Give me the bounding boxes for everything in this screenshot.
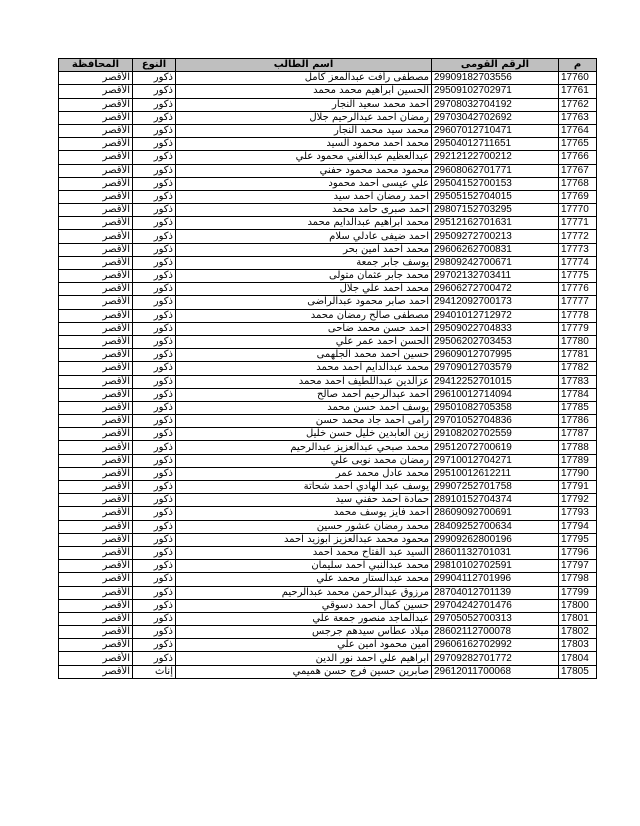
table-row bbox=[59, 85, 597, 98]
national-id-cell: 29703042702692 bbox=[432, 111, 559, 124]
student-list-sheet bbox=[58, 58, 596, 679]
gender-cell: ذكور bbox=[133, 243, 176, 256]
national-id-cell: 29510012612211 bbox=[432, 467, 559, 480]
table-row bbox=[59, 586, 597, 599]
gender-cell: ذكور bbox=[133, 164, 176, 177]
governorate-cell: الأقصر bbox=[59, 111, 133, 124]
governorate-cell: الأقصر bbox=[59, 349, 133, 362]
national-id-cell: 29807152703295 bbox=[432, 204, 559, 217]
table-row bbox=[59, 507, 597, 520]
governorate-cell: الأقصر bbox=[59, 98, 133, 111]
table-row bbox=[59, 362, 597, 375]
governorate-cell: الأقصر bbox=[59, 454, 133, 467]
governorate-cell: الأقصر bbox=[59, 467, 133, 480]
header-governorate: المحافظة bbox=[59, 59, 133, 72]
serial-cell: 17798 bbox=[559, 573, 597, 586]
governorate-cell: الأقصر bbox=[59, 85, 133, 98]
student-name-cell: احمد فايز يوسف محمد bbox=[176, 507, 432, 520]
student-name-cell: محمد صبحي عبدالعزيز عبدالرحيم bbox=[176, 441, 432, 454]
header-gender: النوع bbox=[133, 59, 176, 72]
table-row bbox=[59, 415, 597, 428]
student-name-cell: احمد صابر محمود عبدالراضى bbox=[176, 296, 432, 309]
serial-cell: 17765 bbox=[559, 138, 597, 151]
gender-cell: ذكور bbox=[133, 467, 176, 480]
governorate-cell: الأقصر bbox=[59, 164, 133, 177]
national-id-cell: 29505152704015 bbox=[432, 190, 559, 203]
governorate-cell: الأقصر bbox=[59, 177, 133, 190]
gender-cell: ذكور bbox=[133, 388, 176, 401]
national-id-cell: 29212122700212 bbox=[432, 151, 559, 164]
gender-cell: ذكور bbox=[133, 362, 176, 375]
serial-cell: 17797 bbox=[559, 560, 597, 573]
gender-cell: ذكور bbox=[133, 375, 176, 388]
gender-cell: ذكور bbox=[133, 124, 176, 137]
national-id-cell: 29509272700213 bbox=[432, 230, 559, 243]
national-id-cell: 29809242700671 bbox=[432, 256, 559, 269]
national-id-cell: 29702132703411 bbox=[432, 270, 559, 283]
governorate-cell: الأقصر bbox=[59, 230, 133, 243]
student-name-cell: محمد عبدالدايم احمد محمد bbox=[176, 362, 432, 375]
gender-cell: ذكور bbox=[133, 322, 176, 335]
table-row bbox=[59, 546, 597, 559]
table-row bbox=[59, 204, 597, 217]
national-id-cell: 29412252701015 bbox=[432, 375, 559, 388]
national-id-cell: 29708032704192 bbox=[432, 98, 559, 111]
national-id-cell: 29810102702591 bbox=[432, 560, 559, 573]
table-row bbox=[59, 375, 597, 388]
student-name-cell: حسين كمال احمد دسوقي bbox=[176, 599, 432, 612]
table-row bbox=[59, 560, 597, 573]
governorate-cell: الأقصر bbox=[59, 560, 133, 573]
student-name-cell: محمد احمد امين بحر bbox=[176, 243, 432, 256]
serial-cell: 17805 bbox=[559, 665, 597, 678]
governorate-cell: الأقصر bbox=[59, 652, 133, 665]
governorate-cell: الأقصر bbox=[59, 217, 133, 230]
table-row bbox=[59, 124, 597, 137]
national-id-cell: 29504152700153 bbox=[432, 177, 559, 190]
gender-cell: ذكور bbox=[133, 428, 176, 441]
gender-cell: ذكور bbox=[133, 283, 176, 296]
serial-cell: 17774 bbox=[559, 256, 597, 269]
student-name-cell: محمود محمد محمود حفني bbox=[176, 164, 432, 177]
student-name-cell: حمادة احمد حفني سيد bbox=[176, 494, 432, 507]
serial-cell: 17784 bbox=[559, 388, 597, 401]
governorate-cell: الأقصر bbox=[59, 533, 133, 546]
student-name-cell: محمد عبدالنبي احمد سليمان bbox=[176, 560, 432, 573]
national-id-cell: 29710012704271 bbox=[432, 454, 559, 467]
table-row bbox=[59, 98, 597, 111]
student-name-cell: رمضان محمد نوبى علي bbox=[176, 454, 432, 467]
gender-cell: ذكور bbox=[133, 111, 176, 124]
table-row bbox=[59, 270, 597, 283]
governorate-cell: الأقصر bbox=[59, 520, 133, 533]
table-row bbox=[59, 626, 597, 639]
national-id-cell: 29610012714094 bbox=[432, 388, 559, 401]
serial-cell: 17770 bbox=[559, 204, 597, 217]
table-row bbox=[59, 164, 597, 177]
gender-cell: ذكور bbox=[133, 546, 176, 559]
student-name-cell: عبدالماجد منصور جمعة علي bbox=[176, 612, 432, 625]
gender-cell: ذكور bbox=[133, 256, 176, 269]
gender-cell: ذكور bbox=[133, 349, 176, 362]
gender-cell: ذكور bbox=[133, 599, 176, 612]
serial-cell: 17800 bbox=[559, 599, 597, 612]
table-row bbox=[59, 322, 597, 335]
student-name-cell: علي عيسى احمد محمود bbox=[176, 177, 432, 190]
student-name-cell: محمد ابراهيم عبدالدايم محمد bbox=[176, 217, 432, 230]
governorate-cell: الأقصر bbox=[59, 124, 133, 137]
gender-cell: ذكور bbox=[133, 454, 176, 467]
serial-cell: 17787 bbox=[559, 428, 597, 441]
table-row bbox=[59, 256, 597, 269]
governorate-cell: الأقصر bbox=[59, 375, 133, 388]
serial-cell: 17789 bbox=[559, 454, 597, 467]
student-name-cell: يوسف جابر جمعة bbox=[176, 256, 432, 269]
table-row bbox=[59, 243, 597, 256]
gender-cell: ذكور bbox=[133, 85, 176, 98]
serial-cell: 17792 bbox=[559, 494, 597, 507]
gender-cell: ذكور bbox=[133, 72, 176, 85]
gender-cell: ذكور bbox=[133, 573, 176, 586]
serial-cell: 17773 bbox=[559, 243, 597, 256]
table-body bbox=[59, 72, 597, 679]
serial-cell: 17799 bbox=[559, 586, 597, 599]
national-id-cell: 29504012711651 bbox=[432, 138, 559, 151]
table-row bbox=[59, 283, 597, 296]
student-name-cell: محمد احمد علي جلال bbox=[176, 283, 432, 296]
gender-cell: ذكور bbox=[133, 217, 176, 230]
table-row bbox=[59, 296, 597, 309]
governorate-cell: الأقصر bbox=[59, 72, 133, 85]
student-name-cell: صابرين حسين فرج حسن هميمي bbox=[176, 665, 432, 678]
gender-cell: ذكور bbox=[133, 441, 176, 454]
governorate-cell: الأقصر bbox=[59, 204, 133, 217]
serial-cell: 17764 bbox=[559, 124, 597, 137]
serial-cell: 17796 bbox=[559, 546, 597, 559]
table-row bbox=[59, 639, 597, 652]
governorate-cell: الأقصر bbox=[59, 573, 133, 586]
header-serial: م bbox=[559, 59, 597, 72]
governorate-cell: الأقصر bbox=[59, 546, 133, 559]
national-id-cell: 28602112700078 bbox=[432, 626, 559, 639]
student-name-cell: احمد محمد سعيد النجار bbox=[176, 98, 432, 111]
governorate-cell: الأقصر bbox=[59, 335, 133, 348]
national-id-cell: 28409252700634 bbox=[432, 520, 559, 533]
student-name-cell: محمد رمضان عشور حسين bbox=[176, 520, 432, 533]
national-id-cell: 28609092700691 bbox=[432, 507, 559, 520]
student-name-cell: محمد عادل محمد عمر bbox=[176, 467, 432, 480]
gender-cell: ذكور bbox=[133, 507, 176, 520]
serial-cell: 17772 bbox=[559, 230, 597, 243]
governorate-cell: الأقصر bbox=[59, 507, 133, 520]
national-id-cell: 29709282701772 bbox=[432, 652, 559, 665]
table-row bbox=[59, 665, 597, 678]
table-row bbox=[59, 217, 597, 230]
student-name-cell: امين محمود امين علي bbox=[176, 639, 432, 652]
serial-cell: 17771 bbox=[559, 217, 597, 230]
governorate-cell: الأقصر bbox=[59, 256, 133, 269]
serial-cell: 17760 bbox=[559, 72, 597, 85]
serial-cell: 17795 bbox=[559, 533, 597, 546]
serial-cell: 17768 bbox=[559, 177, 597, 190]
table-row bbox=[59, 111, 597, 124]
table-row bbox=[59, 467, 597, 480]
student-name-cell: زين العابدين خليل حسن خليل bbox=[176, 428, 432, 441]
governorate-cell: الأقصر bbox=[59, 388, 133, 401]
national-id-cell: 29401012712972 bbox=[432, 309, 559, 322]
serial-cell: 17769 bbox=[559, 190, 597, 203]
table-row bbox=[59, 652, 597, 665]
student-name-cell: محمود محمد عبدالعزيز ابوزيد احمد bbox=[176, 533, 432, 546]
student-name-cell: يوسف عبد الهادي احمد شحاتة bbox=[176, 481, 432, 494]
serial-cell: 17785 bbox=[559, 401, 597, 414]
student-name-cell: ابراهيم علي احمد نور الدين bbox=[176, 652, 432, 665]
governorate-cell: الأقصر bbox=[59, 626, 133, 639]
student-name-cell: عزالدين عبداللطيف احمد محمد bbox=[176, 375, 432, 388]
serial-cell: 17788 bbox=[559, 441, 597, 454]
table-row bbox=[59, 190, 597, 203]
governorate-cell: الأقصر bbox=[59, 441, 133, 454]
gender-cell: ذكور bbox=[133, 177, 176, 190]
serial-cell: 17794 bbox=[559, 520, 597, 533]
table-row bbox=[59, 494, 597, 507]
table-row bbox=[59, 441, 597, 454]
gender-cell: ذكور bbox=[133, 98, 176, 111]
gender-cell: ذكور bbox=[133, 612, 176, 625]
serial-cell: 17762 bbox=[559, 98, 597, 111]
gender-cell: ذكور bbox=[133, 270, 176, 283]
serial-cell: 17781 bbox=[559, 349, 597, 362]
national-id-cell: 29909182703556 bbox=[432, 72, 559, 85]
student-name-cell: السيد عبد الفتاح محمد احمد bbox=[176, 546, 432, 559]
table-row bbox=[59, 138, 597, 151]
serial-cell: 17776 bbox=[559, 283, 597, 296]
serial-cell: 17766 bbox=[559, 151, 597, 164]
header-student-name: اسم الطالب bbox=[176, 59, 432, 72]
gender-cell: ذكور bbox=[133, 151, 176, 164]
gender-cell: ذكور bbox=[133, 309, 176, 322]
student-name-cell: رامى احمد جاد محمد حسن bbox=[176, 415, 432, 428]
national-id-cell: 29904112701996 bbox=[432, 573, 559, 586]
student-name-cell: عبدالعظيم عبدالغني محمود علي bbox=[176, 151, 432, 164]
table-row bbox=[59, 533, 597, 546]
table-row bbox=[59, 335, 597, 348]
student-name-cell: ميلاد عطاس سيدهم جرجس bbox=[176, 626, 432, 639]
governorate-cell: الأقصر bbox=[59, 612, 133, 625]
national-id-cell: 29501082705358 bbox=[432, 401, 559, 414]
governorate-cell: الأقصر bbox=[59, 481, 133, 494]
gender-cell: ذكور bbox=[133, 415, 176, 428]
gender-cell: ذكور bbox=[133, 296, 176, 309]
national-id-cell: 29606262700831 bbox=[432, 243, 559, 256]
serial-cell: 17763 bbox=[559, 111, 597, 124]
national-id-cell: 29701052704836 bbox=[432, 415, 559, 428]
student-name-cell: احمد ضيفى عادلي سلام bbox=[176, 230, 432, 243]
student-name-cell: يوسف احمد حسن محمد bbox=[176, 401, 432, 414]
gender-cell: ذكور bbox=[133, 520, 176, 533]
gender-cell: ذكور bbox=[133, 494, 176, 507]
governorate-cell: الأقصر bbox=[59, 415, 133, 428]
gender-cell: ذكور bbox=[133, 481, 176, 494]
student-name-cell: محمد احمد محمود السيد bbox=[176, 138, 432, 151]
table-header-row bbox=[59, 59, 597, 72]
gender-cell: إناث bbox=[133, 665, 176, 678]
serial-cell: 17775 bbox=[559, 270, 597, 283]
national-id-cell: 28910152704374 bbox=[432, 494, 559, 507]
student-name-cell: الحسن احمد عمر علي bbox=[176, 335, 432, 348]
header-national-id: الرقم القومى bbox=[432, 59, 559, 72]
serial-cell: 17804 bbox=[559, 652, 597, 665]
table-row bbox=[59, 454, 597, 467]
governorate-cell: الأقصر bbox=[59, 296, 133, 309]
student-name-cell: احمد عبدالرحيم احمد صالح bbox=[176, 388, 432, 401]
serial-cell: 17783 bbox=[559, 375, 597, 388]
national-id-cell: 29705052700313 bbox=[432, 612, 559, 625]
table-row bbox=[59, 230, 597, 243]
national-id-cell: 29612011700068 bbox=[432, 665, 559, 678]
serial-cell: 17802 bbox=[559, 626, 597, 639]
student-name-cell: محمد عبدالستار محمد علي bbox=[176, 573, 432, 586]
national-id-cell: 29606162702992 bbox=[432, 639, 559, 652]
student-name-cell: محمد جابر عثمان متولى bbox=[176, 270, 432, 283]
table-row bbox=[59, 349, 597, 362]
table-row bbox=[59, 151, 597, 164]
table-row bbox=[59, 309, 597, 322]
table-row bbox=[59, 573, 597, 586]
student-name-cell: رمضان احمد عبدالرحيم جلال bbox=[176, 111, 432, 124]
governorate-cell: الأقصر bbox=[59, 639, 133, 652]
governorate-cell: الأقصر bbox=[59, 151, 133, 164]
gender-cell: ذكور bbox=[133, 401, 176, 414]
national-id-cell: 28601132701031 bbox=[432, 546, 559, 559]
student-name-cell: مرزوق عبدالرحمن محمد عبدالرحيم bbox=[176, 586, 432, 599]
national-id-cell: 29609012707995 bbox=[432, 349, 559, 362]
national-id-cell: 29108202702559 bbox=[432, 428, 559, 441]
student-name-cell: احمد حسن محمد ضاحى bbox=[176, 322, 432, 335]
serial-cell: 17786 bbox=[559, 415, 597, 428]
table-row bbox=[59, 612, 597, 625]
gender-cell: ذكور bbox=[133, 586, 176, 599]
gender-cell: ذكور bbox=[133, 230, 176, 243]
table-row bbox=[59, 481, 597, 494]
national-id-cell: 29509102702971 bbox=[432, 85, 559, 98]
national-id-cell: 29909262800196 bbox=[432, 533, 559, 546]
gender-cell: ذكور bbox=[133, 138, 176, 151]
gender-cell: ذكور bbox=[133, 533, 176, 546]
governorate-cell: الأقصر bbox=[59, 428, 133, 441]
gender-cell: ذكور bbox=[133, 204, 176, 217]
governorate-cell: الأقصر bbox=[59, 665, 133, 678]
serial-cell: 17777 bbox=[559, 296, 597, 309]
serial-cell: 17801 bbox=[559, 612, 597, 625]
national-id-cell: 29607012710471 bbox=[432, 124, 559, 137]
governorate-cell: الأقصر bbox=[59, 401, 133, 414]
table-row bbox=[59, 428, 597, 441]
gender-cell: ذكور bbox=[133, 639, 176, 652]
governorate-cell: الأقصر bbox=[59, 362, 133, 375]
serial-cell: 17793 bbox=[559, 507, 597, 520]
national-id-cell: 29608062701771 bbox=[432, 164, 559, 177]
serial-cell: 17780 bbox=[559, 335, 597, 348]
national-id-cell: 29606272700472 bbox=[432, 283, 559, 296]
national-id-cell: 29512162701631 bbox=[432, 217, 559, 230]
serial-cell: 17782 bbox=[559, 362, 597, 375]
gender-cell: ذكور bbox=[133, 335, 176, 348]
national-id-cell: 29412092700173 bbox=[432, 296, 559, 309]
governorate-cell: الأقصر bbox=[59, 138, 133, 151]
table-row bbox=[59, 72, 597, 85]
national-id-cell: 29709012703579 bbox=[432, 362, 559, 375]
table-row bbox=[59, 177, 597, 190]
governorate-cell: الأقصر bbox=[59, 270, 133, 283]
student-name-cell: مصطفى صالح رمضان محمد bbox=[176, 309, 432, 322]
table-row bbox=[59, 520, 597, 533]
gender-cell: ذكور bbox=[133, 626, 176, 639]
governorate-cell: الأقصر bbox=[59, 586, 133, 599]
serial-cell: 17790 bbox=[559, 467, 597, 480]
student-name-cell: الحسين ابراهيم محمد محمد bbox=[176, 85, 432, 98]
governorate-cell: الأقصر bbox=[59, 309, 133, 322]
governorate-cell: الأقصر bbox=[59, 190, 133, 203]
table-row bbox=[59, 388, 597, 401]
student-name-cell: محمد سيد محمد النجار bbox=[176, 124, 432, 137]
student-name-cell: مصطفى رأفت عبدالمعز كامل bbox=[176, 72, 432, 85]
table-row bbox=[59, 599, 597, 612]
serial-cell: 17791 bbox=[559, 481, 597, 494]
national-id-cell: 29907252701758 bbox=[432, 481, 559, 494]
students-table bbox=[58, 58, 597, 679]
national-id-cell: 29704242701476 bbox=[432, 599, 559, 612]
gender-cell: ذكور bbox=[133, 190, 176, 203]
governorate-cell: الأقصر bbox=[59, 494, 133, 507]
governorate-cell: الأقصر bbox=[59, 243, 133, 256]
serial-cell: 17761 bbox=[559, 85, 597, 98]
gender-cell: ذكور bbox=[133, 652, 176, 665]
table-row bbox=[59, 401, 597, 414]
national-id-cell: 29509022704833 bbox=[432, 322, 559, 335]
national-id-cell: 29512072700619 bbox=[432, 441, 559, 454]
student-name-cell: احمد صبرى حامد محمد bbox=[176, 204, 432, 217]
gender-cell: ذكور bbox=[133, 560, 176, 573]
governorate-cell: الأقصر bbox=[59, 322, 133, 335]
serial-cell: 17778 bbox=[559, 309, 597, 322]
national-id-cell: 29506202703453 bbox=[432, 335, 559, 348]
serial-cell: 17779 bbox=[559, 322, 597, 335]
governorate-cell: الأقصر bbox=[59, 283, 133, 296]
serial-cell: 17803 bbox=[559, 639, 597, 652]
national-id-cell: 28704012701139 bbox=[432, 586, 559, 599]
student-name-cell: حسين احمد محمد الجلهمى bbox=[176, 349, 432, 362]
serial-cell: 17767 bbox=[559, 164, 597, 177]
governorate-cell: الأقصر bbox=[59, 599, 133, 612]
student-name-cell: احمد رمضان احمد سيد bbox=[176, 190, 432, 203]
